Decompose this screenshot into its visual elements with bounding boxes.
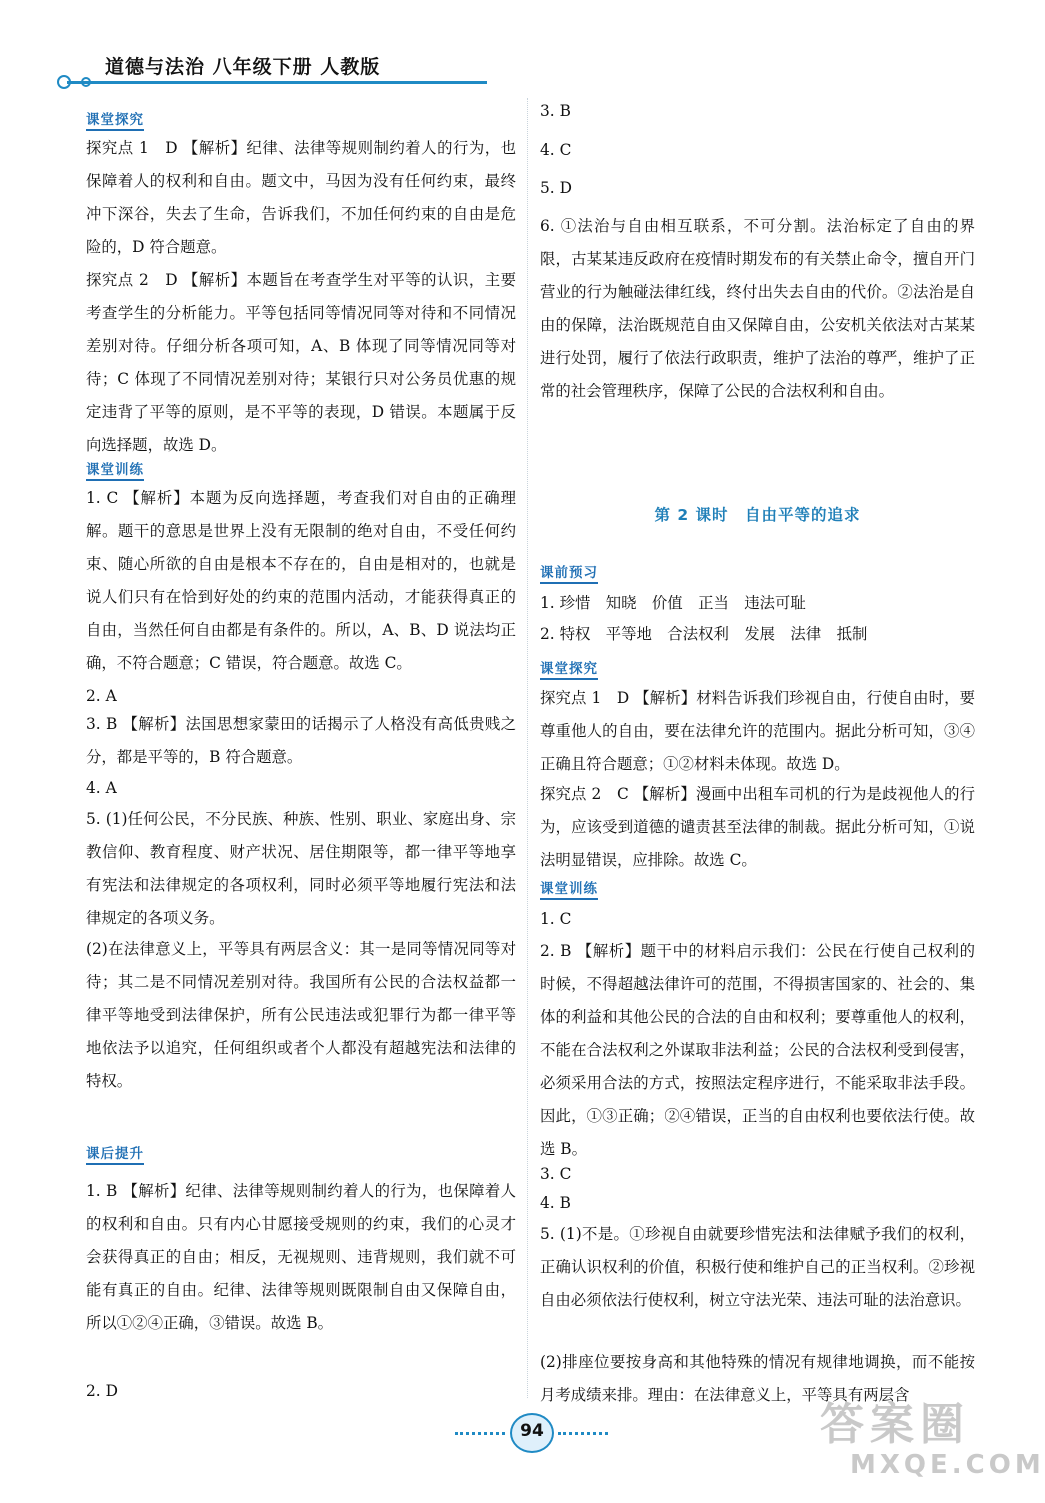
after-class-answer-5: 5. D [540, 179, 572, 197]
page-number-badge [510, 1413, 554, 1453]
training-answer-4: 4. A [86, 779, 117, 797]
training-answer-3: 3. B 【解析】法国思想家蒙田的话揭示了人格没有高低贵贱之分，都是平等的，B 符合题意。 [86, 715, 516, 766]
section-heading-class-training-2: 课堂训练 [540, 877, 598, 900]
training-2-answer-5-part-1: 5. (1)不是。①珍视自由就要珍惜宪法和法律赋予我们的权利，正确认识权利的价值，积极行使和维护自己的正当权利。②珍视自由必须依法行使权利，树立守法光荣、违法可耻的法治意识。 [540, 1225, 975, 1309]
page-number: 94 [520, 1421, 544, 1441]
after-class-answer-1: 1. B 【解析】纪律、法律等规则制约着人的行为，也保障着人的权利和自由。只有内心甘愿接受规则的约束，我们的心灵才会获得真正的自由；相反，无视规则、违背规则，我们就不可能有真正的自由。纪律、法律等规则既限制自由又保障自由，所以①②④正确，③错误。故选 B。 [86, 1182, 516, 1332]
page-number-dots-right [558, 1432, 608, 1435]
explore-point-2: 探究点 2 D 【解析】本题旨在考查学生对平等的认识，主要考查学生的分析能力。平等包括同等情况同等对待和不同情况差别对待。仔细分析各项可知，A、B 体现了同等情况同等对待；C 体现了不同情况差别对待；某银行只对公务员优惠的规定违背了平等的原则，是不平等的表现，D 错误。本题属于反向选择题，故选 D。 [86, 271, 516, 454]
training-2-answer-2: 2. B 【解析】题干中的材料启示我们：公民在行使自己权利的时候，不得超越法律许可的范围，不得损害国家的、社会的、集体的利益和其他公民的合法的自由和权利；要尊重他人的权利，不能在合法权利之外谋取非法利益；公民的合法权利受到侵害，必须采用合法的方式，按照法定程序进行，不能采取非法手段。因此，①③正确；②④错误，正当的自由权利也要依法行使。故选 B。 [540, 942, 975, 1158]
explore-point-1-lesson-2: 探究点 1 D 【解析】材料告诉我们珍视自由，行使自由时，要尊重他人的自由，要在法律允许的范围内。据此分析可知，③④正确且符合题意；①②材料未体现。故选 D。 [540, 689, 975, 773]
explore-point-2-lesson-2: 探究点 2 C 【解析】漫画中出租车司机的行为是歧视他人的行为，应该受到道德的谴责甚至法律的制裁。据此分析可知，①说法明显错误，应排除。故选 C。 [540, 785, 975, 869]
column-divider [527, 98, 528, 1398]
lesson-title: 第 2 课时 自由平等的追求 [654, 506, 861, 524]
after-class-answer-3: 3. B [540, 102, 571, 120]
training-2-answer-4: 4. B [540, 1194, 571, 1212]
section-heading-class-explore: 课堂探究 [86, 108, 144, 131]
watermark [820, 1400, 1045, 1480]
training-2-answer-1: 1. C [540, 910, 572, 928]
training-2-answer-3: 3. C [540, 1165, 572, 1183]
after-class-answer-4: 4. C [540, 141, 572, 159]
preview-answer-1: 1. 珍惜 知晓 价值 正当 违法可耻 [540, 594, 806, 612]
book-title: 道德与法治 八年级下册 人教版 [105, 56, 381, 78]
section-heading-class-explore-2: 课堂探究 [540, 657, 598, 680]
after-class-answer-6: 6. ①法治与自由相互联系，不可分割。法治标定了自由的界限，古某某违反政府在疫情时期发布的有关禁止命令，擅自开门营业的行为触碰法律红线，终付出失去自由的代价。②法治是自由的保障，法治既规范自由又保障自由，公安机关依法对古某某进行处罚，履行了依法行政职责，维护了法治的尊严，维护了正常的社会管理秩序，保障了公民的合法权利和自由。 [540, 217, 975, 400]
section-heading-class-training: 课堂训练 [86, 458, 144, 481]
preview-answer-2: 2. 特权 平等地 合法权利 发展 法律 抵制 [540, 625, 868, 643]
watermark-line-2: MXQE.COM [850, 1450, 1045, 1480]
section-heading-preview: 课前预习 [540, 561, 598, 584]
training-2-answer-5-part-2: (2)排座位要按身高和其他特殊的情况有规律地调换，而不能按月考成绩来排。理由：在法律意义上，平等具有两层含 [540, 1353, 975, 1404]
running-header [55, 48, 475, 88]
after-class-answer-2: 2. D [86, 1382, 118, 1400]
training-answer-5-part-1: 5. (1)任何公民，不分民族、种族、性别、职业、家庭出身、宗教信仰、教育程度、财产状况、居住期限等，都一律平等地享有宪法和法律规定的各项权利，同时必须平等地履行宪法和法律规定的各项义务。 [86, 810, 516, 927]
training-answer-1: 1. C 【解析】本题为反向选择题，考查我们对自由的正确理解。题干的意思是世界上没有无限制的绝对自由，不受任何约束、随心所欲的自由是根本不存在的，自由是相对的，也就是说人们只有在恰到好处的约束的范围内活动，才能获得真正的自由，当然任何自由都是有条件的。所以，A、B、D 说法均正确，不符合题意；C 错误，符合题意。故选 C。 [86, 489, 516, 672]
explore-point-1: 探究点 1 D 【解析】纪律、法律等规则制约着人的行为，也保障着人的权利和自由。题文中，马因为没有任何约束，最终冲下深谷，失去了生命，告诉我们，不加任何约束的自由是危险的，D 符合题意。 [86, 139, 516, 256]
training-answer-2: 2. A [86, 687, 117, 705]
page-number-dots-left [455, 1432, 505, 1435]
section-heading-after-class: 课后提升 [86, 1142, 144, 1165]
header-rule [67, 81, 487, 84]
watermark-line-1: 答案圈 [820, 1399, 970, 1450]
training-answer-5-part-2: (2)在法律意义上，平等具有两层含义：其一是同等情况同等对待；其二是不同情况差别对待。我国所有公民的合法权益都一律平等地受到法律保护，所有公民违法或犯罪行为都一律平等地依法予以追究，任何组织或者个人都没有超越宪法和法律的特权。 [86, 940, 516, 1090]
